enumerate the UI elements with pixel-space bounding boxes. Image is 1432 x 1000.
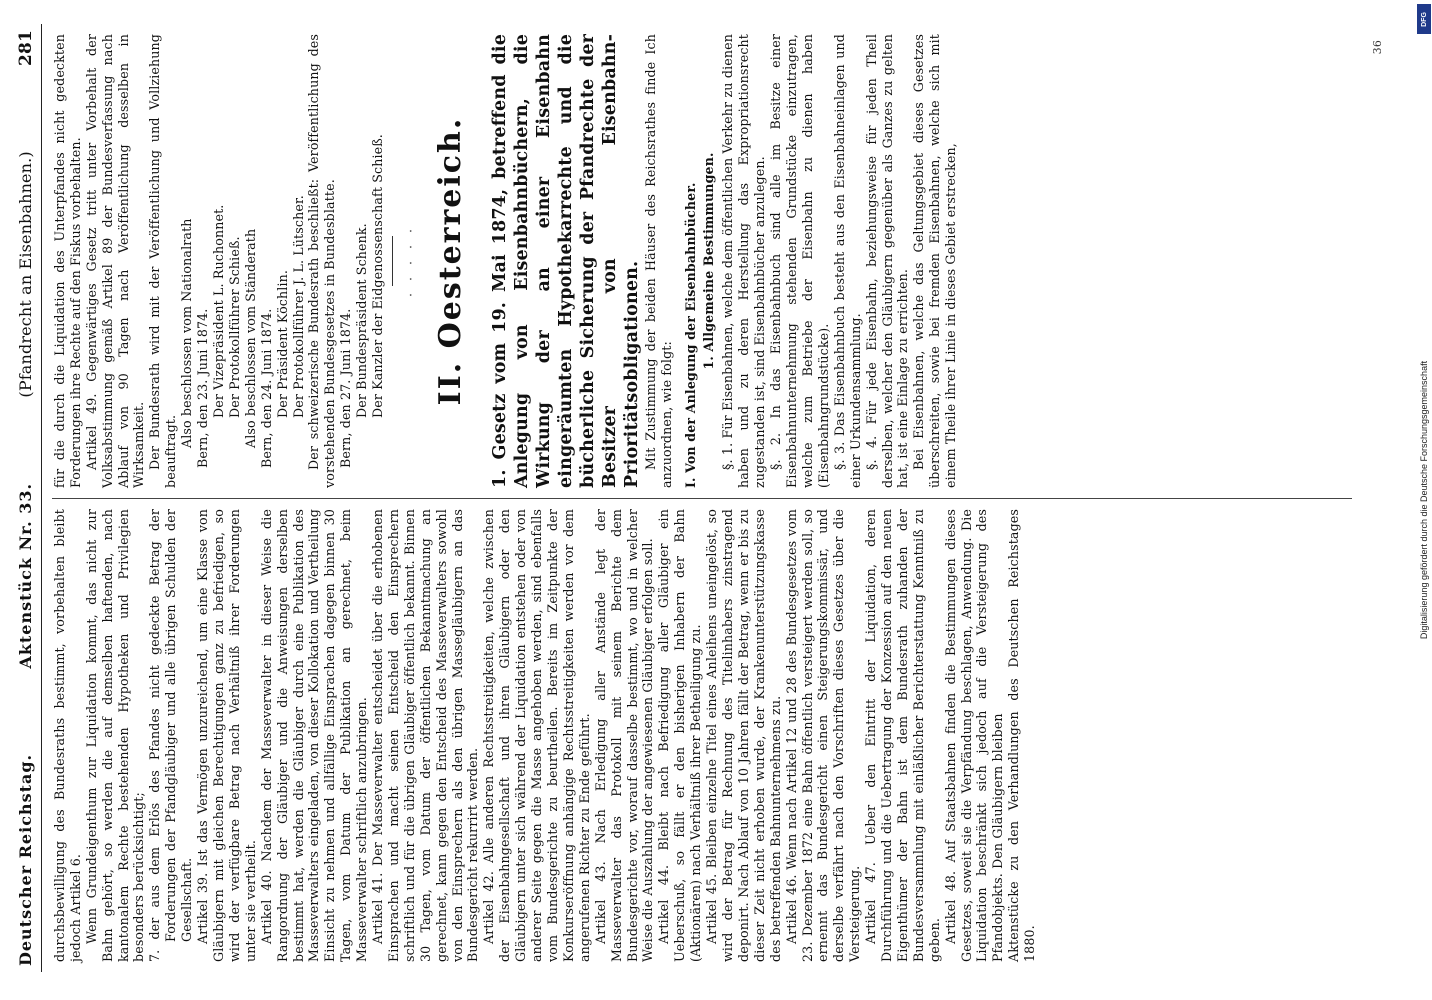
paragraph: §. 2. In das Eisenbahnbuch sind alle im Besitze einer Eisenbahnunternehmung stehenden Grundstücke einzutragen, welche zum Betriebe der Eisenbahn zu dienen haben (Eisenbahngrundstücke). bbox=[768, 34, 831, 488]
paragraph: Artikel 45. Bleiben einzelne Titel eines Anleihens uneingelöst, so wird der Betrag für Rechnung des Titelinhabers zinstragend deponirt. Nach Ablauf von 10 Jahren fällt der Betrag, wenn er bis zu dieser Zeit nicht erhoben wurde, der Krankenunterstützungskasse des betreffenden Bahnunternehmens zu. bbox=[704, 509, 783, 962]
paragraph: Also beschlossen vom Nationalrath bbox=[179, 218, 195, 448]
paragraph: §. 4. Für jede Eisenbahn, beziehungsweise für jeden Theil derselben, welcher den Gläubigern gegenüber als Ganzes zu gelten hat, ist eine Einlage zu errichten. bbox=[863, 34, 911, 488]
paragraph: Aktenstücke zu den Verhandlungen des Deutschen Reichstages 1880. bbox=[1006, 509, 1038, 962]
paragraph: Artikel 46. Wenn nach Artikel 12 und 28 des Bundesgesetzes vom 23. Dezember 1872 eine Bahn öffentlich versteigert werden soll, so ernennt das Bundesgericht einen Steigerungskommissär, und derselbe verfährt nach den Vorschriften dieses Gesetzes über die Versteigerung. bbox=[783, 509, 863, 962]
paragraph: Der schweizerische Bundesrath beschließt: Veröffentlichung des vorstehenden Bundesgesetzes in Bundesblatte. bbox=[306, 34, 338, 488]
section-dots: · · · · · bbox=[402, 224, 418, 298]
section-heading: II. Oesterreich. bbox=[432, 116, 468, 406]
paragraph: Der Protokollführer Schieß. bbox=[226, 236, 242, 418]
document-number: Aktenstück Nr. 33. bbox=[16, 482, 35, 669]
paragraph: Wenn Grundeigenthum zur Liquidation kommt, das nicht zur Bahn gehört, so werden die auf demselben haftenden, nach kantonalem Rechte bestehenden Hypotheken und Privilegien besonders berücksichtigt; bbox=[83, 509, 147, 962]
text-columns bbox=[52, 24, 1352, 972]
paragraph: Artikel 44. Bleibt nach Befriedigung aller Gläubiger ein Ueberschuß, so fällt er den bisherigen Inhabern der Bahn (Aktionären) nach Verhältniß ihrer Betheiligung zu. bbox=[656, 509, 704, 962]
sheet-number: 36 bbox=[1371, 40, 1385, 55]
credit-text: Digitalisierung gefördert durch die Deutsche Forschungsgemeinschaft bbox=[1419, 360, 1429, 640]
paragraph: §. 3. Das Eisenbahnbuch besteht aus den Eisenbahneinlagen und einer Urkundensammlung. bbox=[831, 34, 863, 488]
paragraph: Artikel 40. Nachdem der Masseverwalter in dieser Weise die Rangordnung der Gläubiger und die Anweisungen derselben bestimmt hat, werden die Gläubiger durch eine Publikation des Masseverwalters eingeladen, von dieser Kollokation und Vertheilung Einsicht zu nehmen und allfällige Einsprachen dagegen binnen 30 Tagen, vom Datum der Publikation an gerechnet, beim Masseverwalter schriftlich anzubringen. bbox=[258, 509, 370, 962]
running-head bbox=[18, 24, 42, 972]
page-number: 281 bbox=[16, 30, 36, 66]
paragraph: Der Vizepräsident L. Ruchonnet. bbox=[210, 204, 226, 418]
paragraph: Artikel 43. Nach Erledigung aller Anstände legt der Masseverwalter das Protokoll mit seinem Berichte dem Bundesgerichte vor, worauf dasselbe bestimmt, wo und in welcher Weise die Auszahlung der angewiesenen Gläubiger erfolgen soll. bbox=[592, 509, 656, 962]
paragraph: 7. der aus dem Erlös des Pfandes nicht gedeckte Betrag der Forderungen der Pfandgläubiger und alle übrigen Schulden der Gesellschaft. bbox=[147, 509, 195, 962]
paragraph: Bern, den 23. Juni 1874. bbox=[195, 308, 211, 468]
paragraph: Der Kanzler der Eidgenossenschaft Schieß. bbox=[370, 134, 386, 418]
paragraph: Der Protokollführer J. L. Lütscher. bbox=[290, 195, 306, 418]
paragraph: Mit Zustimmung der beiden Häuser des Reichsrathes finde Ich anzuordnen, wie folgt: bbox=[642, 34, 674, 488]
digitization-credit bbox=[1416, 0, 1432, 1000]
divider bbox=[392, 236, 393, 286]
paragraph: Artikel 48. Auf Staatsbahnen finden die Bestimmungen dieses Gesetzes, soweit sie die Verpfändung beschlagen, Anwendung. Die Liquidation beschränkt sich jedoch auf die Versteigerung des Pfandobjekts. Den Gläubigern bleiben bbox=[942, 509, 1006, 962]
paragraph: Bern, den 24. Juni 1874. bbox=[258, 308, 274, 468]
dfg-logo-text: DFG bbox=[1420, 11, 1428, 27]
dfg-logo bbox=[1417, 4, 1431, 34]
journal-title: Deutscher Reichstag. bbox=[16, 753, 35, 966]
left-column bbox=[52, 498, 1352, 972]
swiss-law-conclusion bbox=[52, 34, 386, 488]
paragraph: §. 1. Für Eisenbahnen, welche dem öffentlichen Verkehr zu dienen haben und zu deren Herstellung das Expropriationsrecht zugestanden ist, sind Eisenbahnbücher anzulegen. bbox=[720, 34, 768, 488]
paragraph: Bei Eisenbahnen, welche das Geltungsgebiet dieses Gesetzes überschreiten, sowie bei fremden Eisenbahnen, welche sich mit einem Theile ihrer Linie in dieses Gebiet erstrecken, bbox=[911, 34, 959, 488]
paragraph: Bern, den 27. Juni 1874. bbox=[338, 308, 354, 468]
paragraph: Artikel 42. Alle anderen Rechtsstreitigkeiten, welche zwischen der Eisenbahngesellschaft und ihren Gläubigern oder den Gläubigern unter sich während der Liquidation entstehen oder von anderer Seite gegen die Masse angehoben werden, sind ebenfalls vom Bundesgerichte zu beurtheilen. Bereits im Zeitpunkte der Konkurseröffnung anhängige Rechtsstreitigkeiten werden vor dem angerufenen Richter zu Ende geführt. bbox=[481, 509, 592, 962]
paragraph: für die durch die Liquidation des Unterpfandes nicht gedeckten Forderungen ihre Rechte auf den Fiskus vorbehalten. bbox=[51, 34, 83, 488]
section-topic: (Pfandrecht an Eisenbahnen.) bbox=[16, 151, 35, 398]
paragraph: Der Präsident Köchlin. bbox=[274, 269, 290, 418]
right-column bbox=[52, 24, 1352, 498]
paragraph: Artikel 47. Ueber den Eintritt der Liquidation, deren Durchführung und die Uebertragung der Konzession auf den neuen Eigenthümer der Bahn ist dem Bundesrath zuhanden der Bundesversammlung mit einläßlicher Berichterstattung Kenntniß zu geben. bbox=[863, 509, 942, 962]
paragraph: Artikel 39. Ist das Vermögen unzureichend, um eine Klasse von Gläubigern mit gleichen Berechtigungen ganz zu befriedigen, so wird der verfügbare Betrag nach Verhältniß ihrer Forderungen unter sie vertheilt. bbox=[195, 509, 258, 962]
section-subheading: 1. Allgemeine Bestimmungen. bbox=[700, 152, 716, 370]
paragraph: Der Bundespräsident Schenk. bbox=[354, 223, 370, 418]
paragraph: Also beschlossen vom Ständerath bbox=[242, 228, 258, 448]
paragraph: Der Bundesrath wird mit der Veröffentlichung und Vollziehung beauftragt. bbox=[147, 34, 179, 488]
paragraph: Artikel 41. Der Masseverwalter entscheidet über die erhobenen Einsprachen und macht seinen Entscheid den Einsprechern schriftlich und für die übrigen Gläubiger öffentlich bekannt. Binnen 30 Tagen, vom Datum der öffentlichen Bekanntmachung an gerechnet, kann gegen den Entscheid des Masseverwalters sowohl von den Einsprechern als den übrigen Massegläubigern an das Bundesgericht rekurrirt werden. bbox=[370, 509, 481, 962]
law-title: 1. Gesetz vom 19. Mai 1874, betreffend die Anlegung von Eisenbahnbüchern, die Wirkung der an einer Eisenbahn eingeräumten Hypothekarrechte und die bücherliche Sicherung der Pfandrechte der Besitzer von Eisenbahn-Prioritätsobligationen. bbox=[489, 34, 642, 488]
section-subheading: I. Von der Anlegung der Eisenbahnbücher. bbox=[682, 182, 698, 488]
paragraph: durchsbewilligung des Bundesraths bestimmt, vorbehalten bleibt jedoch Artikel 6. bbox=[51, 509, 83, 962]
paragraph: Artikel 49. Gegenwärtiges Gesetz tritt unter Vorbehalt der Volksabstimmung gemäß Artikel 89 der Bundesverfassung nach Ablauf von 90 Tagen nach Veröffentlichung desselben in Wirksamkeit. bbox=[83, 34, 147, 488]
austrian-law-text bbox=[643, 34, 959, 488]
